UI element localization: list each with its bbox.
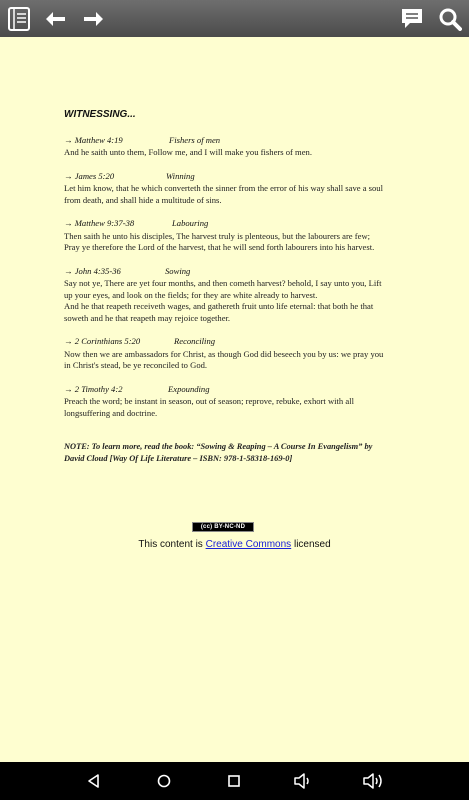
topic-label: Sowing xyxy=(165,265,191,276)
reference-line xyxy=(64,135,384,147)
verse-text: And he saith unto them, Follow me, and I will make you fishers of men. xyxy=(64,147,312,157)
volume-up-icon[interactable] xyxy=(362,770,386,792)
scripture-reference[interactable]: → John 4:35-36 xyxy=(64,265,121,276)
license-suffix: licensed xyxy=(291,539,331,550)
scripture-entry xyxy=(64,171,384,207)
reference-line xyxy=(64,218,384,230)
home-circle-icon[interactable] xyxy=(152,770,176,792)
cc-badge-text: (cc) BY-NC-ND xyxy=(200,524,246,530)
verse-text: Let him know, that he which converteth the sinner from the error of his way shall save a soul from death, and shall hide a multitude of sins. xyxy=(64,183,383,205)
top-toolbar xyxy=(0,0,469,37)
book-note: NOTE: To learn more, read the book: “Sowing & Reaping – A Course In Evangelism” by David Cloud [Way Of Life Literature – ISBN: 978-1-58318-169-0] xyxy=(64,442,373,463)
verse-text: Then saith he unto his disciples, The harvest truly is plenteous, but the labourers are few; xyxy=(64,230,371,241)
search-icon[interactable] xyxy=(435,4,465,34)
scripture-reference[interactable]: → 2 Corinthians 5:20 xyxy=(64,336,141,346)
verse-text: Say not ye, There are yet four months, and then cometh harvest? behold, I say unto you, Lift up your eyes, and look on the fields; for they are white already to harvest. xyxy=(64,278,382,300)
verse-text: And he that reapeth receiveth wages, and gathereth fruit unto life eternal: that both he that soweth and he that reapeth may rejoice together. xyxy=(64,301,374,323)
article-heading: WITNESSING... xyxy=(64,109,136,120)
scripture-reference[interactable]: → 2 Timothy 4:2 xyxy=(64,383,123,394)
verse-text: Preach the word; be instant in season, out of season; reprove, rebuke, exhort with all longsuffering and doctrine. xyxy=(64,396,354,418)
topic-label: Winning xyxy=(166,170,195,181)
recents-square-icon[interactable] xyxy=(222,770,246,792)
license-prefix: This content is xyxy=(138,539,206,550)
scripture-reference[interactable]: → Matthew 4:19 xyxy=(64,134,123,145)
scripture-entry xyxy=(64,336,384,372)
volume-down-icon[interactable] xyxy=(292,770,316,792)
system-navigation-bar xyxy=(0,762,469,800)
comments-icon[interactable] xyxy=(397,4,427,34)
back-triangle-icon[interactable] xyxy=(82,770,106,792)
topic-label: Reconciling xyxy=(174,336,216,346)
scripture-entry xyxy=(64,135,384,159)
scripture-entry xyxy=(64,218,384,254)
forward-arrow-icon[interactable] xyxy=(78,4,108,34)
cc-license-badge[interactable] xyxy=(192,522,254,532)
license-line xyxy=(0,539,469,550)
scripture-reference[interactable]: → Matthew 9:37-38 xyxy=(64,218,135,228)
menu-book-icon[interactable] xyxy=(4,4,34,34)
creative-commons-link[interactable]: Creative Commons xyxy=(205,539,292,550)
topic-label: Expounding xyxy=(168,383,210,394)
scripture-entry xyxy=(64,384,384,420)
back-arrow-icon[interactable] xyxy=(41,4,71,34)
reference-line xyxy=(64,171,384,183)
reference-line xyxy=(64,384,384,396)
verse-text: Pray ye therefore the Lord of the harvest, that he will send forth labourers into his harvest. xyxy=(64,242,375,252)
scripture-entry xyxy=(64,266,384,325)
article-content xyxy=(64,109,384,472)
verse-text: Now then we are ambassadors for Christ, as though God did beseech you by us: we pray you in Christ's stead, be ye reconciled to God. xyxy=(64,348,384,370)
scripture-reference[interactable]: → James 5:20 xyxy=(64,170,115,181)
reference-line xyxy=(64,336,384,348)
topic-label: Labouring xyxy=(172,218,209,228)
reference-line xyxy=(64,266,384,278)
topic-label: Fishers of men xyxy=(169,134,221,145)
